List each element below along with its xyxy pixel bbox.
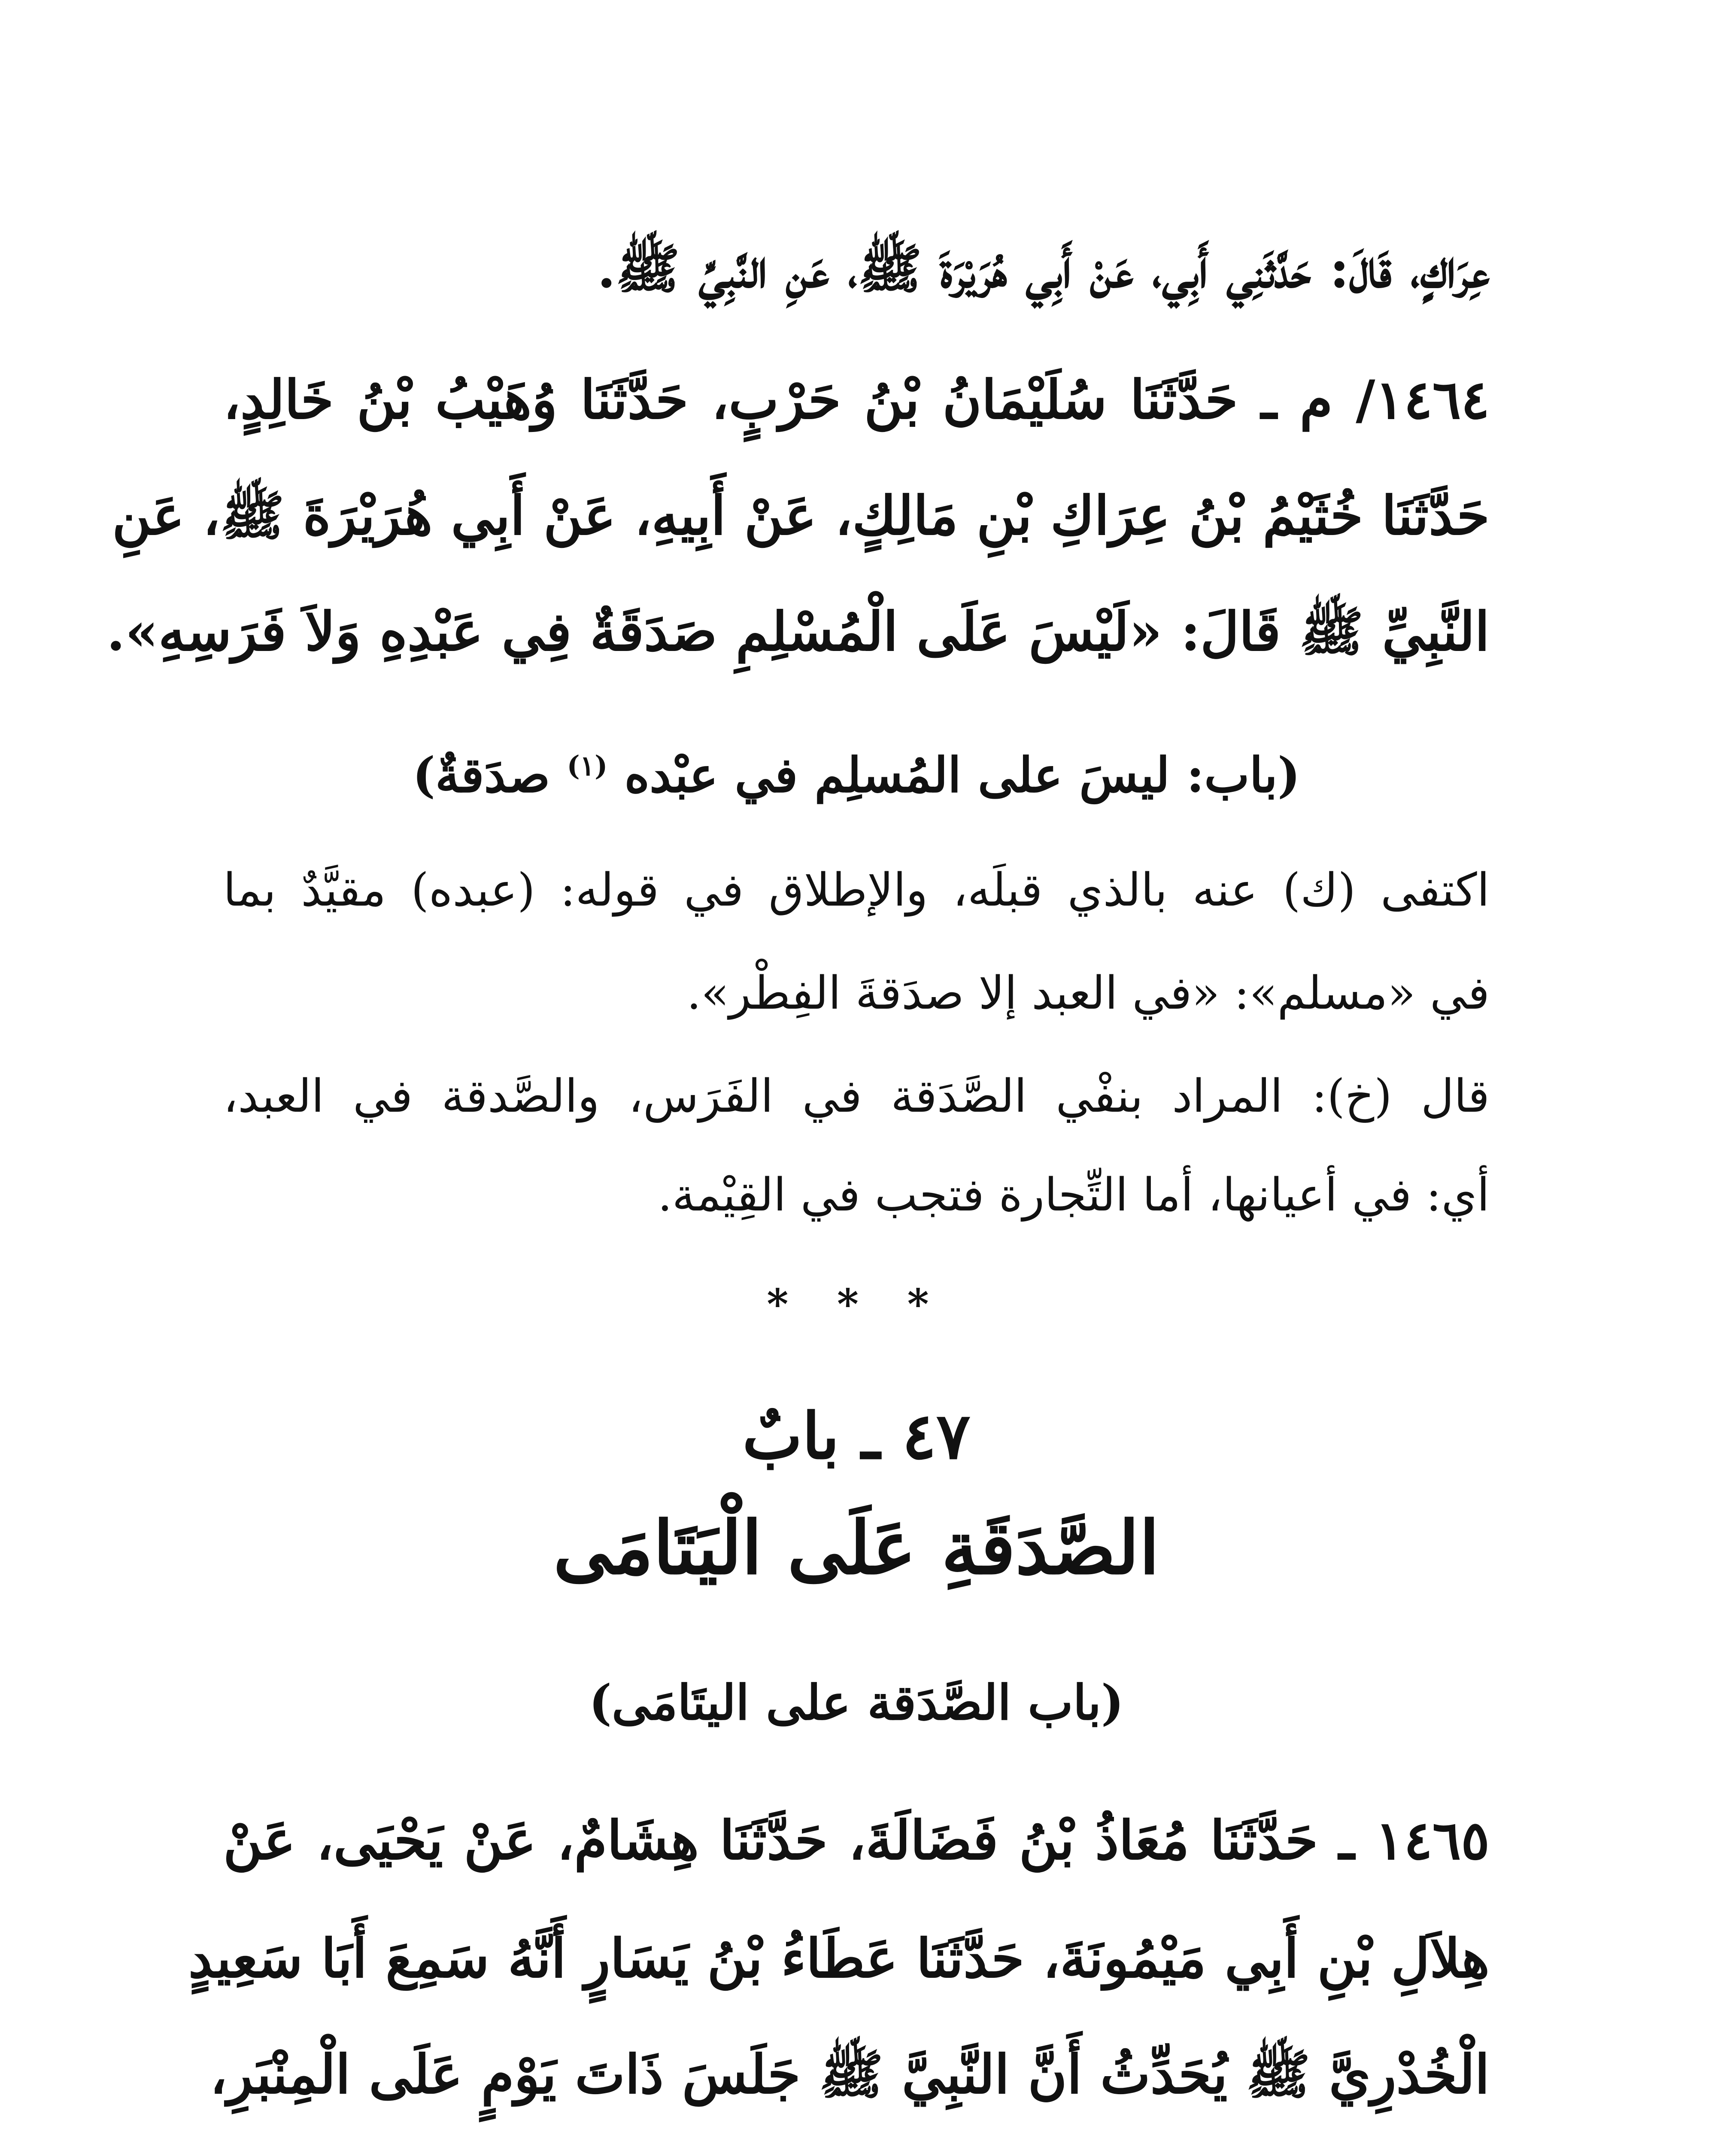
hadith-1465-line-3: الْخُدْرِيَّ ﷺ يُحَدِّثُ أَنَّ النَّبِيَّ ﷺ جَلَسَ ذَاتَ يَوْمٍ عَلَى الْمِنْبَرِ، xyxy=(209,2044,1490,2106)
commentary-heading-text-end: صدَقةٌ) xyxy=(413,747,550,803)
chapter-number: ٤٧ ـ بابٌ xyxy=(742,1399,971,1473)
chapter-title: الصَّدَقَةِ عَلَى الْيَتَامَى xyxy=(553,1505,1160,1591)
hadith-1464-line-2: حَدَّثَنَا خُثَيْمُ بْنُ عِرَاكِ بْنِ مَالِكٍ، عَنْ أَبِيهِ، عَنْ أَبِي هُرَيْرَةَ ﷺ، عَنِ xyxy=(112,485,1490,547)
commentary-heading xyxy=(223,747,1490,803)
commentary-line-3: قال (خ): المراد بنفْي الصَّدَقة في الفَرَس، والصَّدقة في العبد، xyxy=(223,1070,1490,1122)
commentary-heading-2: (باب الصَّدَقة على اليتَامَى) xyxy=(589,1675,1124,1731)
hadith-1464-line-1: ١٤٦٤/ م ـ حَدَّثَنَا سُلَيْمَانُ بْنُ حَرْبٍ، حَدَّثَنَا وُهَيْبُ بْنُ خَالِدٍ، xyxy=(223,369,1490,431)
commentary-heading-text: (باب: ليسَ على المُسلِم في عبْده xyxy=(624,747,1300,803)
hadith-1464-line-3: النَّبِيِّ ﷺ قَالَ: «لَيْسَ عَلَى الْمُسْلِمِ صَدَقَةٌ فِي عَبْدِهِ وَلاَ فَرَسِهِ». xyxy=(106,601,1490,663)
commentary-line-4: أي: في أعيانها، أما التِّجارة فتجب في القِيْمة. xyxy=(658,1168,1490,1221)
commentary-line-2: في «مسلم»: «في العبد إلا صدَقةَ الفِطْر». xyxy=(686,967,1490,1019)
hadith-1465-line-1: ١٤٦٥ ـ حَدَّثَنَا مُعَاذُ بْنُ فَضَالَةَ، حَدَّثَنَا هِشَامٌ، عَنْ يَحْيَى، عَنْ xyxy=(223,1809,1490,1872)
hadith-1465-line-2: هِلاَلِ بْنِ أَبِي مَيْمُونَةَ، حَدَّثَنَا عَطَاءُ بْنُ يَسَارٍ أَنَّهُ سَمِعَ أَبَا سَعِيدٍ xyxy=(188,1928,1490,1990)
text-line-1: عِرَاكٍ، قَالَ: حَدَّثَنِي أَبِي، عَنْ أَبِي هُرَيْرَةَ ﷺ، عَنِ النَّبِيِّ ﷺ. xyxy=(597,238,1490,300)
document-page xyxy=(106,0,1490,2147)
commentary-line-1: اكتفى (ك) عنه بالذي قبلَه، والإطلاق في قوله: (عبده) مقيَّدٌ بما xyxy=(223,864,1490,916)
section-separator: * * * xyxy=(767,1280,946,1329)
footnote-ref: (١) xyxy=(567,750,608,782)
